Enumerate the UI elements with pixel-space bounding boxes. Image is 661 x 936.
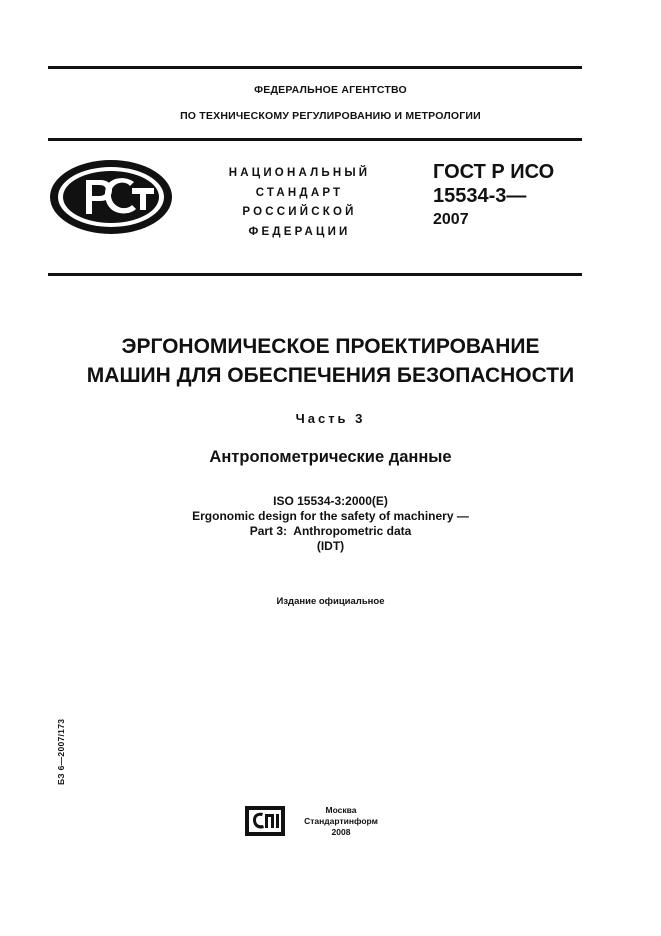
standartinform-logo-icon	[245, 806, 285, 836]
iso-line-1: ISO 15534-3:2000(E)	[273, 494, 388, 508]
publisher-year: 2008	[331, 827, 351, 837]
agency-line-2: ПО ТЕХНИЧЕСКОМУ РЕГУЛИРОВАНИЮ И МЕТРОЛОГИИ	[180, 110, 481, 122]
top-rule	[48, 66, 582, 69]
designation-year: 2007	[433, 211, 469, 228]
side-code: БЗ 6—2007/173	[56, 718, 66, 785]
iso-line-4: (IDT)	[316, 539, 345, 553]
national-standard-line-3: РОССИЙСКОЙ	[242, 206, 357, 218]
national-standard-line-4: ФЕДЕРАЦИИ	[248, 225, 351, 238]
iso-line-3: Part 3: Anthropometric data	[249, 524, 412, 538]
national-standard-line-2: СТАНДАРТ	[255, 186, 344, 199]
title-line-2: МАШИН ДЛЯ ОБЕСПЕЧЕНИЯ БЕЗОПАСНОСТИ	[86, 364, 575, 387]
mid-rule	[48, 273, 582, 276]
publisher-block	[286, 805, 396, 838]
designation-line-1: ГОСТ Р ИСО	[433, 161, 555, 183]
rst-certification-mark-icon	[48, 158, 174, 236]
publisher-city: Москва	[325, 805, 357, 815]
standard-designation	[433, 160, 554, 232]
iso-reference	[0, 494, 661, 554]
designation-line-2: 15534-3—	[433, 185, 527, 207]
part-number: Часть 3	[295, 411, 366, 426]
national-standard-line-1: НАЦИОНАЛЬНЫЙ	[228, 167, 371, 179]
document-subtitle: Антропометрические данные	[209, 448, 452, 466]
title-line-1: ЭРГОНОМИЧЕСКОЕ ПРОЕКТИРОВАНИЕ	[121, 335, 540, 358]
national-standard-block	[212, 164, 387, 242]
header-rule	[48, 138, 582, 141]
iso-line-2: Ergonomic design for the safety of machinery —	[192, 509, 469, 523]
agency-line-1: ФЕДЕРАЛЬНОЕ АГЕНТСТВО	[254, 84, 407, 96]
document-title	[0, 332, 661, 390]
publisher-name: Стандартинформ	[304, 816, 378, 826]
edition-label: Издание официальное	[276, 596, 385, 607]
